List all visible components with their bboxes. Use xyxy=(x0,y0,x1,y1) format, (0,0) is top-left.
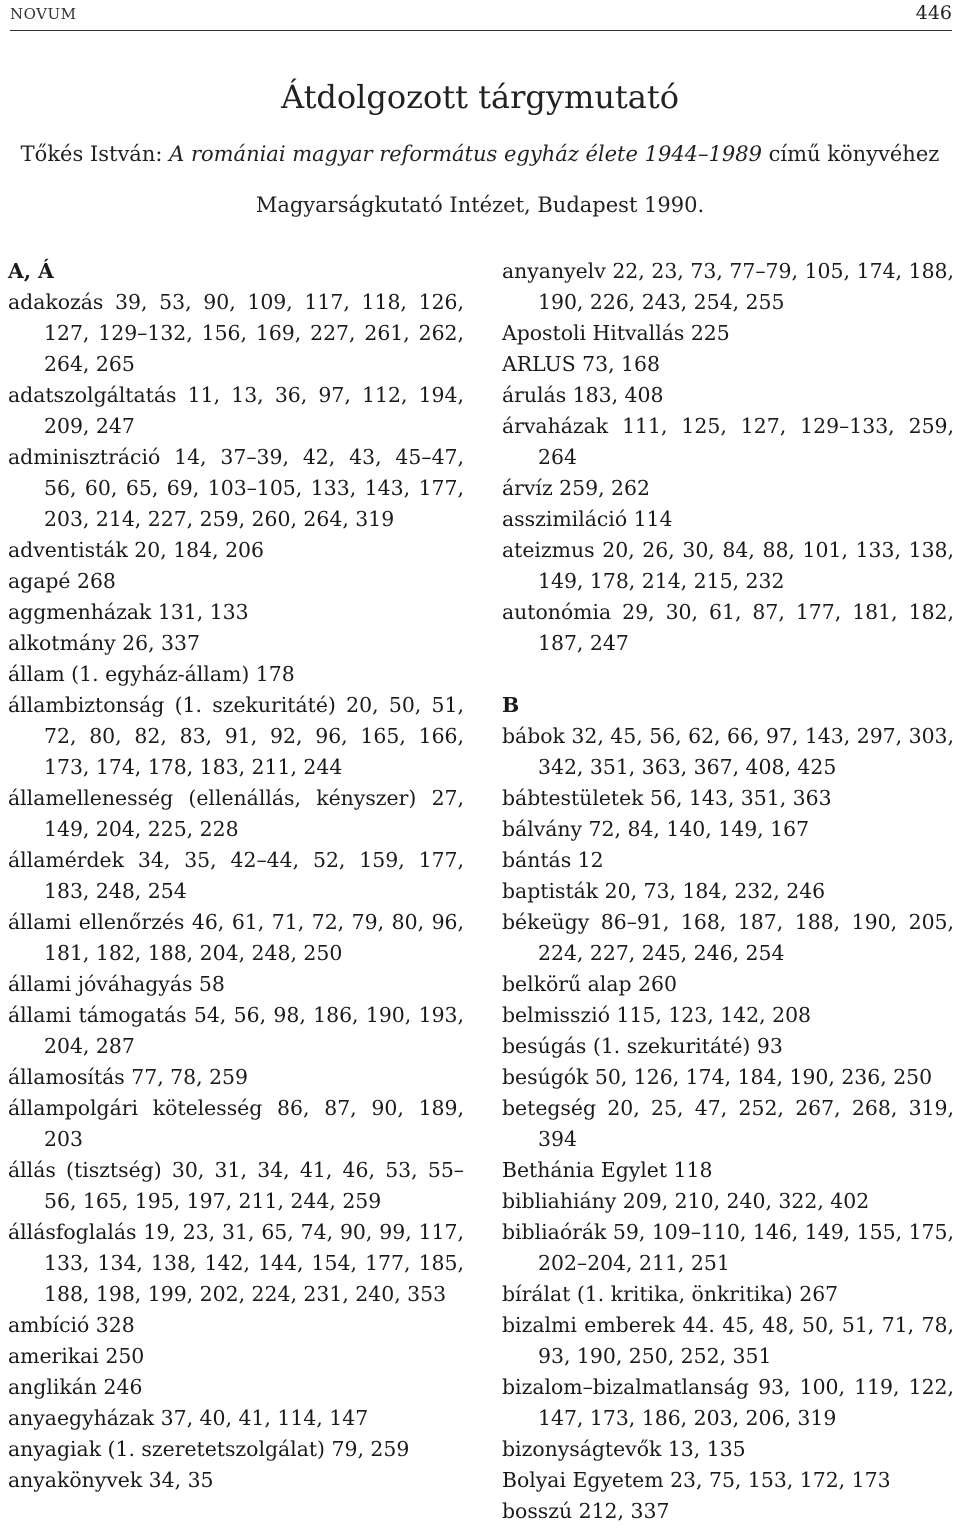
index-column-right xyxy=(502,256,954,1527)
index-entry: bizonyságtevők 13, 135 xyxy=(502,1437,746,1461)
index-entry: anyaegyházak 37, 40, 41, 114, 147 xyxy=(8,1406,369,1430)
index-entry: bibliahiány 209, 210, 240, 322, 402 xyxy=(502,1189,870,1213)
index-entry: bosszú 212, 337 xyxy=(502,1499,670,1523)
index-entry: adakozás 39, 53, 90, 109, 117, 118, 126, 127, 129–132, 156, 169, 227, 261, 262, 264, 265 xyxy=(8,290,464,376)
index-entry: bírálat (1. kritika, önkritika) 267 xyxy=(502,1282,839,1306)
index-entry: állami jóváhagyás 58 xyxy=(8,972,225,996)
index-entry: állásfoglalás 19, 23, 31, 65, 74, 90, 99, 117, 133, 134, 138, 142, 144, 154, 177, 185, 188, 198, 199, 202, 224, 231, 240, 353 xyxy=(8,1220,464,1306)
index-entry: állami támogatás 54, 56, 98, 186, 190, 193, 204, 287 xyxy=(8,1003,464,1058)
index-entry: bálvány 72, 84, 140, 149, 167 xyxy=(502,817,810,841)
index-entry: állambiztonság (1. szekuritáté) 20, 50, 51, 72, 80, 82, 83, 91, 92, 96, 165, 166, 173, 174, 178, 183, 211, 244 xyxy=(8,693,464,779)
index-entry: árvaházak 111, 125, 127, 129–133, 259, 264 xyxy=(502,414,954,469)
index-column-left xyxy=(8,256,464,1496)
index-entry: asszimiláció 114 xyxy=(502,507,673,531)
section-letter-b: B xyxy=(502,693,520,717)
subtitle-book-title: A romániai magyar református egyház élete 1944–1989 xyxy=(169,142,762,166)
index-entry: besúgók 50, 126, 174, 184, 190, 236, 250 xyxy=(502,1065,933,1089)
index-entry: bizalmi emberek 44. 45, 48, 50, 51, 71, 78, 93, 190, 250, 252, 351 xyxy=(502,1313,954,1368)
index-entry: adatszolgáltatás 11, 13, 36, 97, 112, 194, 209, 247 xyxy=(8,383,464,438)
publisher-line: Magyarságkutató Intézet, Budapest 1990. xyxy=(255,193,705,217)
subtitle-author: Tőkés István: xyxy=(20,142,170,166)
index-entry: ambíció 328 xyxy=(8,1313,135,1337)
section-gap xyxy=(502,659,954,690)
index-entry: állam (1. egyház-állam) 178 xyxy=(8,662,295,686)
index-entry: ARLUS 73, 168 xyxy=(502,352,660,376)
index-entry: árvíz 259, 262 xyxy=(502,476,650,500)
index-entry: államérdek 34, 35, 42–44, 52, 159, 177, 183, 248, 254 xyxy=(8,848,464,903)
index-entry: adminisztráció 14, 37–39, 42, 43, 45–47, 56, 60, 65, 69, 103–105, 133, 143, 177, 203, 214, 227, 259, 260, 264, 319 xyxy=(8,445,464,531)
index-entry: adventisták 20, 184, 206 xyxy=(8,538,265,562)
index-entry: aggmenházak 131, 133 xyxy=(8,600,249,624)
subtitle-suffix: című könyvéhez xyxy=(761,142,940,166)
index-entry: állampolgári kötelesség 86, 87, 90, 189, 203 xyxy=(8,1096,464,1151)
index-entry: bábok 32, 45, 56, 62, 66, 97, 143, 297, 303, 342, 351, 363, 367, 408, 425 xyxy=(502,724,954,779)
index-entry: Apostoli Hitvallás 225 xyxy=(502,321,730,345)
index-entry: besúgás (1. szekuritáté) 93 xyxy=(502,1034,783,1058)
section-letter-a: A, Á xyxy=(8,259,54,283)
subtitle xyxy=(0,142,960,166)
page-number: 446 xyxy=(915,2,952,24)
page-title: Átdolgozott tárgymutató xyxy=(281,78,679,116)
index-entry: baptisták 20, 73, 184, 232, 246 xyxy=(502,879,826,903)
index-entry: állás (tisztség) 30, 31, 34, 41, 46, 53, 55–56, 165, 195, 197, 211, 244, 259 xyxy=(8,1158,464,1213)
index-entry: alkotmány 26, 337 xyxy=(8,631,200,655)
index-entry: Bolyai Egyetem 23, 75, 153, 172, 173 xyxy=(502,1468,891,1492)
index-entry: anglikán 246 xyxy=(8,1375,143,1399)
index-entry: autonómia 29, 30, 61, 87, 177, 181, 182, 187, 247 xyxy=(502,600,954,655)
index-entry: anyakönyvek 34, 35 xyxy=(8,1468,214,1492)
index-entry: bizalom–bizalmatlanság 93, 100, 119, 122, 147, 173, 186, 203, 206, 319 xyxy=(502,1375,954,1430)
index-entry: ateizmus 20, 26, 30, 84, 88, 101, 133, 138, 149, 178, 214, 215, 232 xyxy=(502,538,954,593)
index-entry: belkörű alap 260 xyxy=(502,972,677,996)
page-header xyxy=(10,0,952,31)
index-entry: belmisszió 115, 123, 142, 208 xyxy=(502,1003,812,1027)
journal-name: NOVUM xyxy=(10,5,77,23)
index-entry: állami ellenőrzés 46, 61, 71, 72, 79, 80, 96, 181, 182, 188, 204, 248, 250 xyxy=(8,910,464,965)
index-entry: betegség 20, 25, 47, 252, 267, 268, 319, 394 xyxy=(502,1096,954,1151)
index-entry: Bethánia Egylet 118 xyxy=(502,1158,713,1182)
index-entry: árulás 183, 408 xyxy=(502,383,664,407)
index-entry: anyanyelv 22, 23, 73, 77–79, 105, 174, 188, 190, 226, 243, 254, 255 xyxy=(502,259,954,314)
entries-b xyxy=(502,721,954,1527)
index-entry: agapé 268 xyxy=(8,569,116,593)
index-entry: bábtestületek 56, 143, 351, 363 xyxy=(502,786,832,810)
index-entry: amerikai 250 xyxy=(8,1344,145,1368)
entries-a-continued xyxy=(502,256,954,659)
index-entry: bibliaórák 59, 109–110, 146, 149, 155, 175, 202–204, 211, 251 xyxy=(502,1220,954,1275)
index-entry: államellenesség (ellenállás, kényszer) 27, 149, 204, 225, 228 xyxy=(8,786,464,841)
index-entry: békeügy 86–91, 168, 187, 188, 190, 205, 224, 227, 245, 246, 254 xyxy=(502,910,954,965)
index-entry: államosítás 77, 78, 259 xyxy=(8,1065,248,1089)
index-entry: bántás 12 xyxy=(502,848,604,872)
index-entry: anyagiak (1. szeretetszolgálat) 79, 259 xyxy=(8,1437,410,1461)
